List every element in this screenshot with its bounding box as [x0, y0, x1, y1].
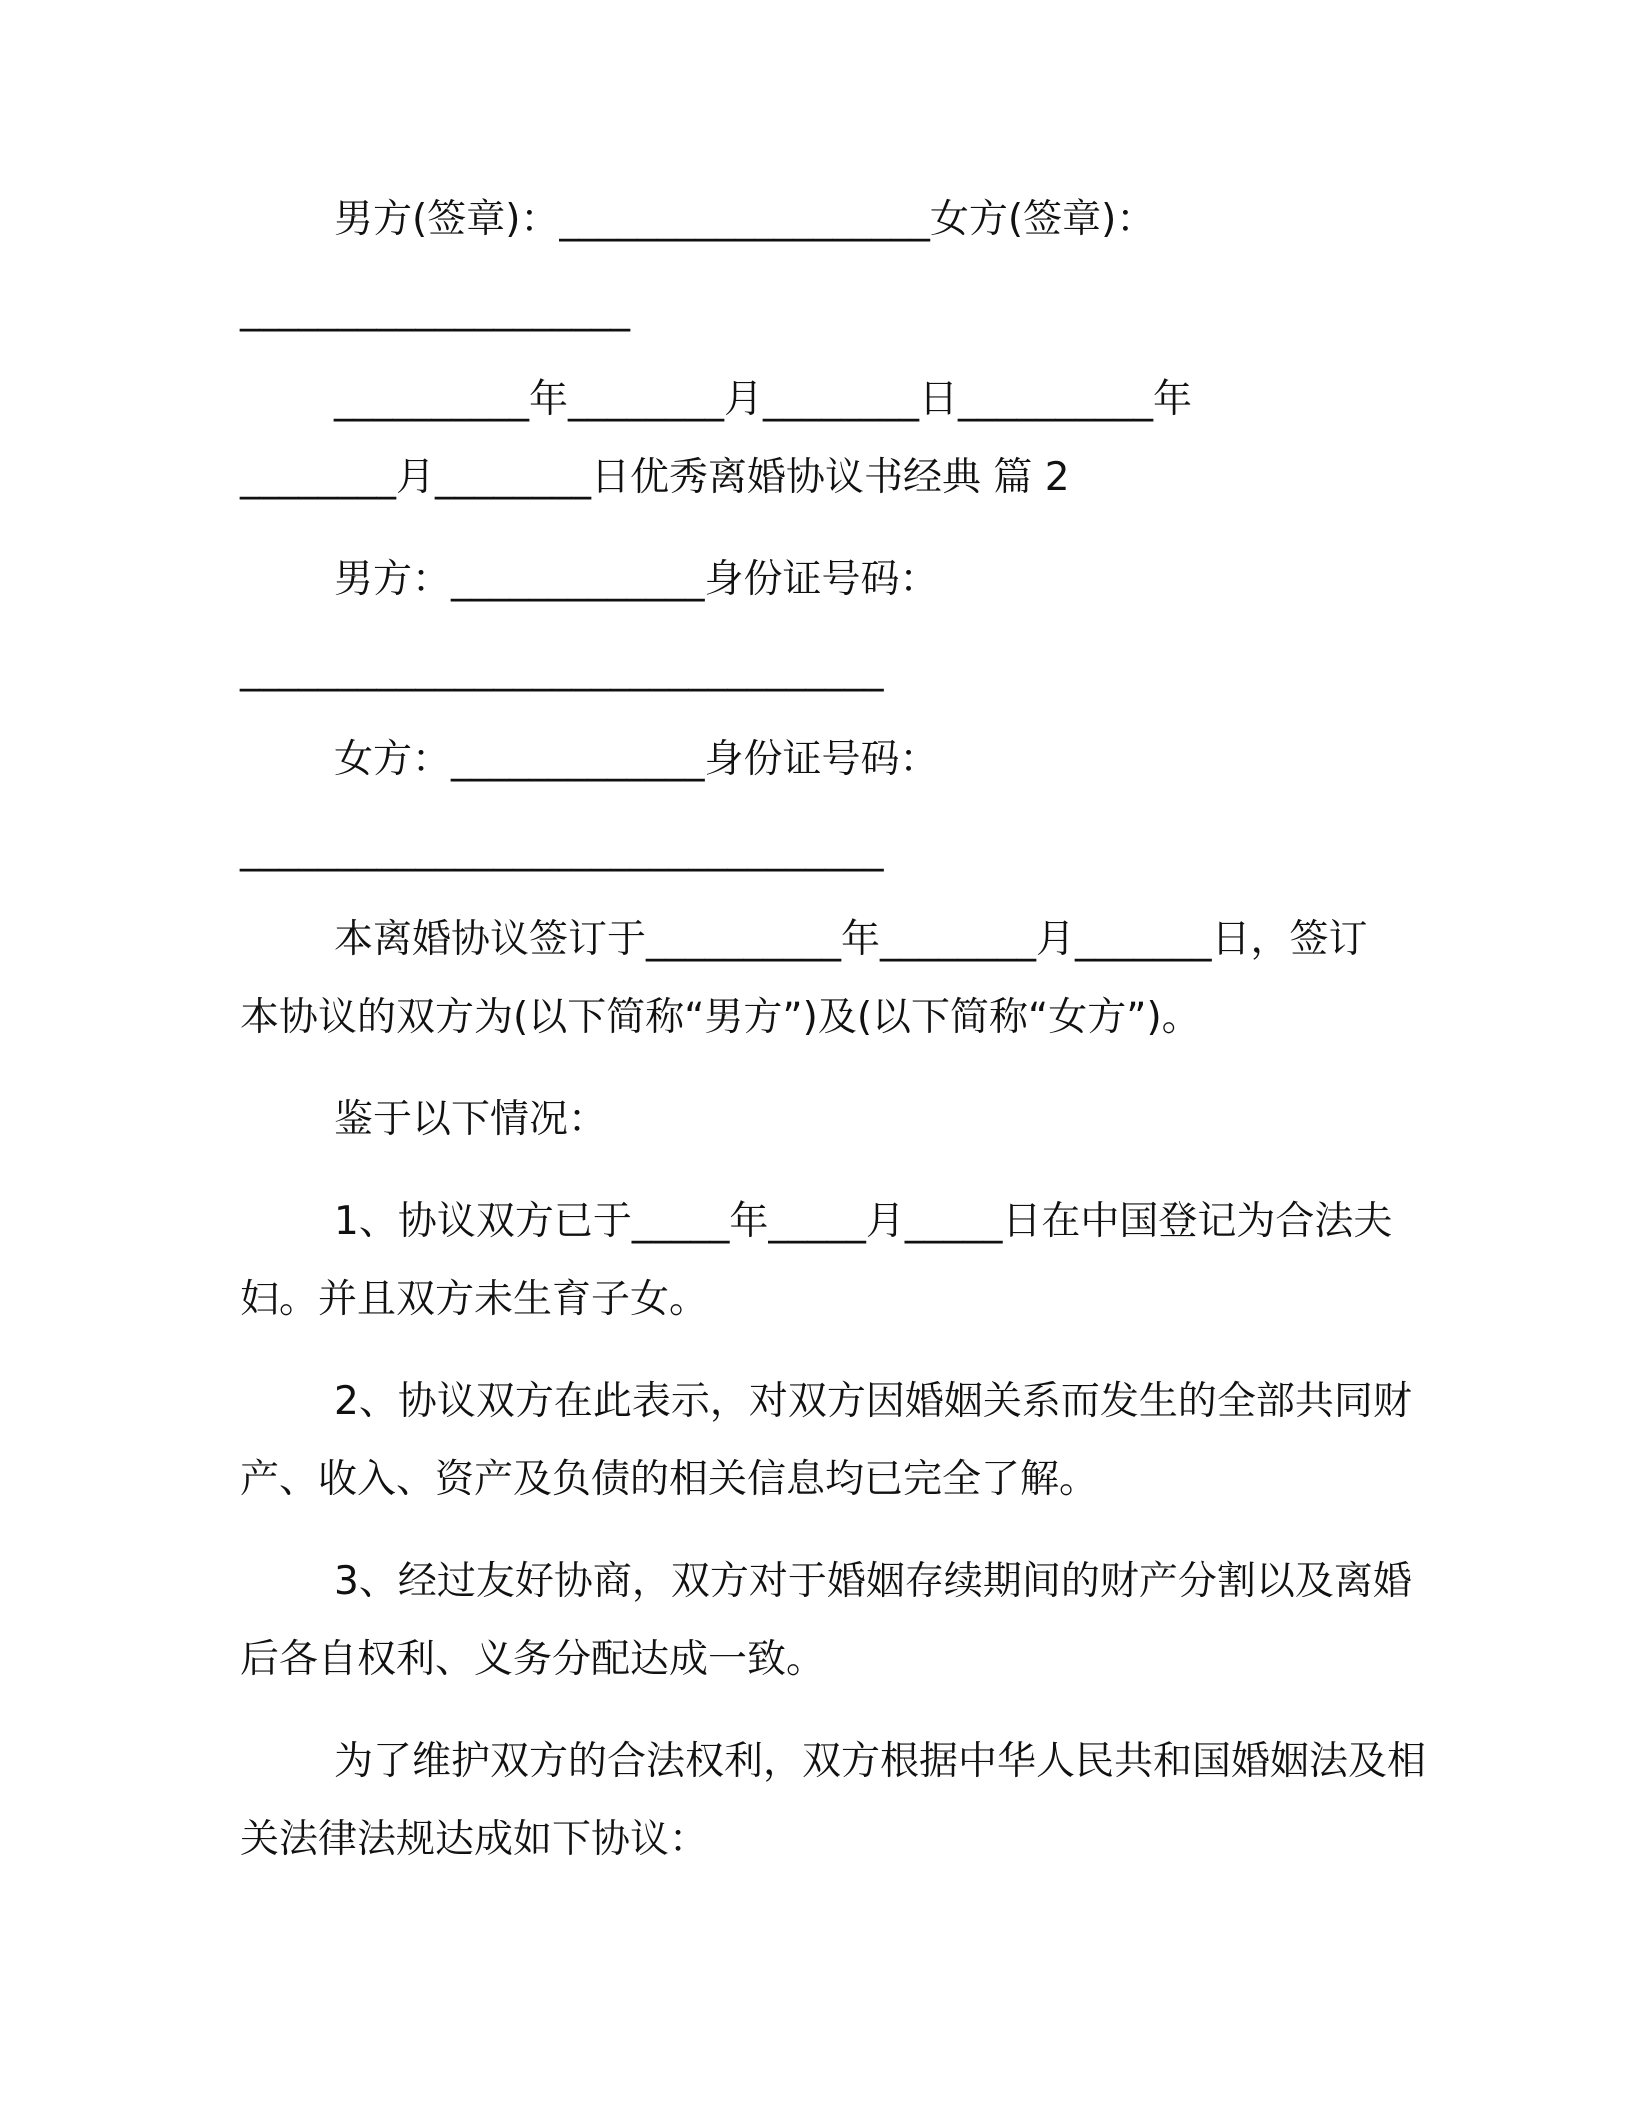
female-id-line: 女方：_____________身份证号码：: [334, 737, 939, 782]
male-id-blank: _________________________________: [240, 647, 884, 692]
whereas-heading: 鉴于以下情况：: [334, 1097, 608, 1142]
clause-1: 1、协议双方已于_____年_____月_____日在中国登记为合法夫: [334, 1199, 1393, 1244]
clause-3: 3、经过友好协商，双方对于婚姻存续期间的财产分割以及离婚: [334, 1559, 1412, 1604]
date-line-continued: ________月________日优秀离婚协议书经典 篇 2: [240, 455, 1070, 500]
agreement-parties-line: 本协议的双方为(以下简称“男方”)及(以下简称“女方”)。: [240, 995, 1201, 1040]
signature-line: 男方(签章)：___________________女方(签章)：: [334, 197, 1156, 242]
clause-2-continued: 产、收入、资产及负债的相关信息均已完全了解。: [240, 1457, 1099, 1502]
female-id-blank: _________________________________: [240, 827, 884, 872]
clause-1-continued: 妇。并且双方未生育子女。: [240, 1277, 709, 1322]
signature-blank: ____________________: [240, 287, 630, 332]
clause-2: 2、协议双方在此表示，对双方因婚姻关系而发生的全部共同财: [334, 1379, 1412, 1424]
clause-3-continued: 后各自权利、义务分配达成一致。: [240, 1637, 826, 1682]
agreement-intro-continued: 关法律法规达成如下协议：: [240, 1817, 709, 1862]
male-id-line: 男方：_____________身份证号码：: [334, 557, 939, 602]
agreement-date-line: 本离婚协议签订于__________年________月_______日，签订: [334, 917, 1368, 962]
date-line: __________年________月________日__________年: [334, 377, 1192, 422]
agreement-intro: 为了维护双方的合法权利，双方根据中华人民共和国婚姻法及相: [334, 1739, 1427, 1784]
